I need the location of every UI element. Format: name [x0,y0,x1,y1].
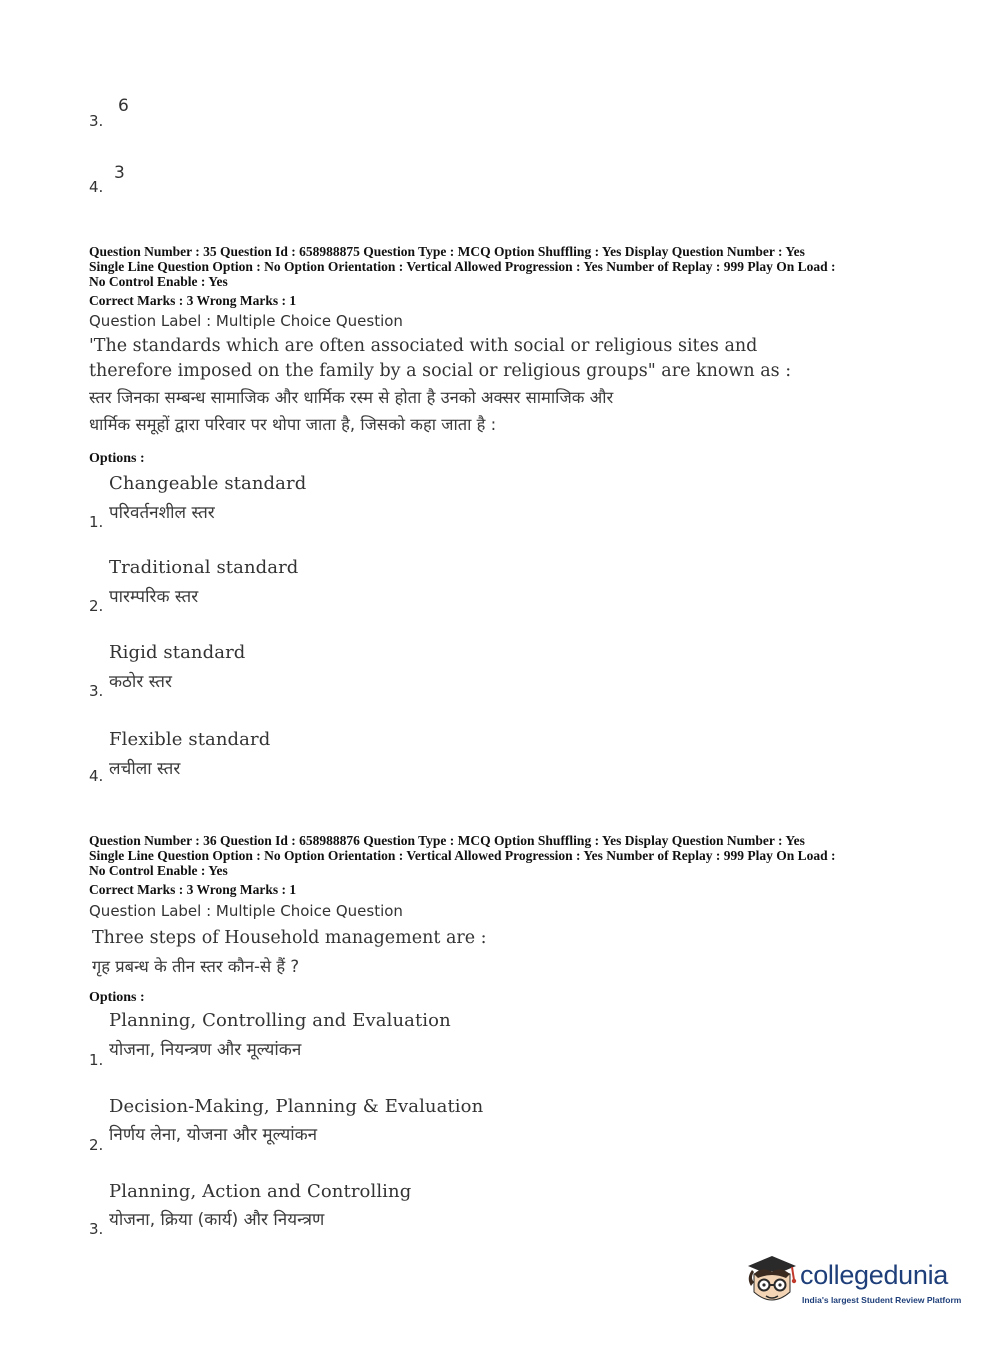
student-mascot-icon [742,1252,800,1312]
option-2-hindi: निर्णय लेना, योजना और मूल्यांकन [109,1125,318,1145]
question-text-hindi [89,384,809,438]
question-line: 'The standards which are often associated with social or religious sites and [89,336,758,356]
prev-option-4-number: 4. [89,178,104,196]
question-label: Question Label : Multiple Choice Question [89,902,403,920]
prev-option-4-text: 3 [114,163,125,183]
option-2-number: 2. [89,597,104,615]
option-3-number: 3. [89,1220,104,1238]
option-3-english: Planning, Action and Controlling [109,1181,412,1202]
prev-option-3-number: 3. [89,112,104,130]
meta-line: Single Line Question Option : No Option Orientation : Vertical Allowed Progression : Yes Number of Replay : 999 Play On Load : [89,848,836,863]
option-4-number: 4. [89,767,104,785]
option-2-english: Traditional standard [109,557,299,578]
question-text-english: Three steps of Household management are : [92,928,487,948]
collegedunia-logo [742,1252,972,1314]
option-3-english: Rigid standard [109,642,246,663]
question-marks: Correct Marks : 3 Wrong Marks : 1 [89,882,297,897]
prev-option-3-text: 6 [118,96,129,116]
option-3-hindi: योजना, क्रिया (कार्य) और नियन्त्रण [109,1210,325,1230]
option-2-english: Decision-Making, Planning & Evaluation [109,1096,484,1117]
option-4-english: Flexible standard [109,729,271,750]
option-1-english: Planning, Controlling and Evaluation [109,1010,451,1031]
question-label: Question Label : Multiple Choice Question [89,312,403,330]
option-4-hindi: लचीला स्तर [109,759,181,779]
option-1-hindi: योजना, नियन्त्रण और मूल्यांकन [109,1040,302,1060]
question-line: स्तर जिनका सम्बन्ध सामाजिक और धार्मिक रस्म से होता है उनको अक्सर सामाजिक और [89,388,614,407]
question-meta [89,833,919,878]
options-heading: Options : [89,990,145,1005]
question-line: धार्मिक समूहों द्वारा परिवार पर थोपा जाता है, जिसको कहा जाता है : [89,415,497,434]
option-1-number: 1. [89,513,104,531]
question-line: therefore imposed on the family by a social or religious groups" are known as : [89,361,792,381]
option-2-number: 2. [89,1136,104,1154]
option-1-english: Changeable standard [109,473,307,494]
question-text-english [89,334,809,384]
options-heading: Options : [89,451,145,466]
option-3-number: 3. [89,682,104,700]
brand-name: collegedunia [800,1260,949,1290]
meta-line: Single Line Question Option : No Option Orientation : Vertical Allowed Progression : Yes Number of Replay : 999 Play On Load : [89,259,836,274]
option-1-number: 1. [89,1051,104,1069]
question-meta [89,244,919,289]
meta-line: No Control Enable : Yes [89,274,228,289]
question-text-hindi: गृह प्रबन्ध के तीन स्तर कौन-से हैं ? [92,957,300,976]
brand-tagline: India's largest Student Review Platform [802,1295,962,1305]
option-3-hindi: कठोर स्तर [109,672,172,692]
option-2-hindi: पारम्परिक स्तर [109,587,199,607]
option-1-hindi: परिवर्तनशील स्तर [109,503,215,523]
meta-line: No Control Enable : Yes [89,863,228,878]
meta-line: Question Number : 36 Question Id : 658988876 Question Type : MCQ Option Shuffling : Yes Display Question Number : Yes [89,833,805,848]
meta-line: Question Number : 35 Question Id : 658988875 Question Type : MCQ Option Shuffling : Yes Display Question Number : Yes [89,244,805,259]
question-marks: Correct Marks : 3 Wrong Marks : 1 [89,293,297,308]
